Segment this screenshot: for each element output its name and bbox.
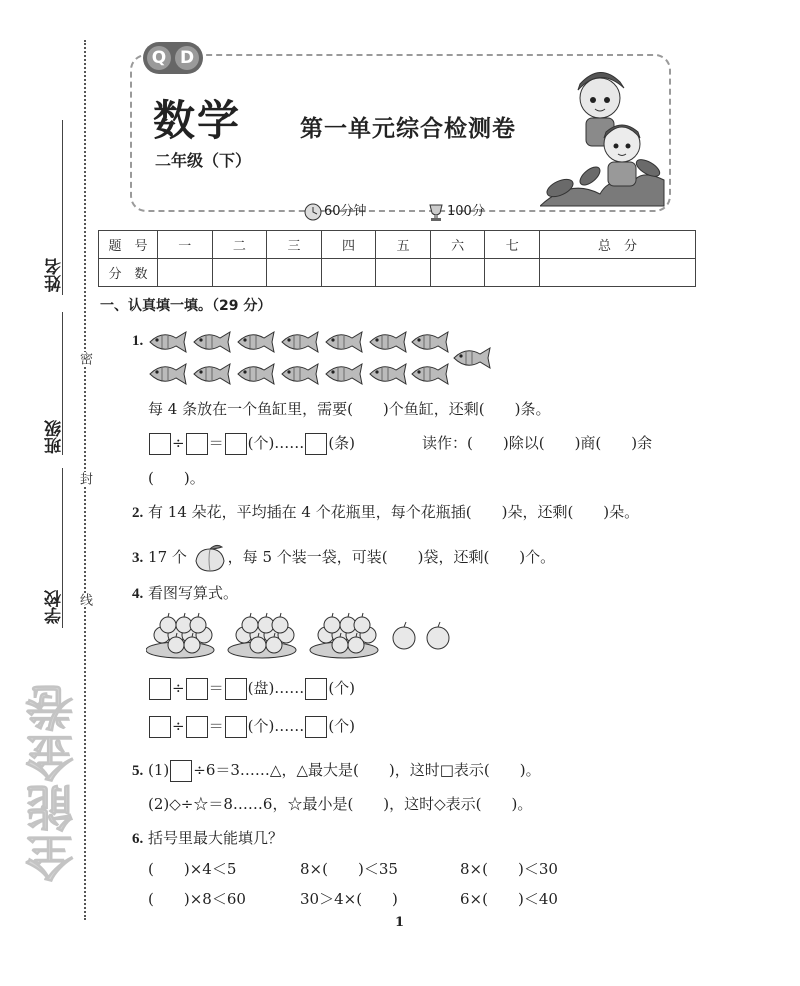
- score-table-score-label: 分 数: [99, 259, 158, 287]
- equals-sign: ＝: [208, 434, 224, 452]
- equals-sign: ＝: [208, 679, 224, 697]
- score-col-1: 一: [158, 231, 213, 259]
- q4-f1-end: (个): [328, 679, 356, 697]
- full-score: [425, 200, 485, 222]
- q3: [132, 543, 555, 573]
- answer-box[interactable]: [149, 678, 171, 700]
- score-table-score-row: [99, 259, 696, 287]
- score-col-4: 四: [321, 231, 376, 259]
- answer-box[interactable]: [186, 716, 208, 738]
- q1-number: 1.: [132, 333, 144, 349]
- q4-f2-mid: (个)……: [247, 717, 305, 735]
- score-value: 100分: [447, 204, 485, 219]
- school-write-line: [62, 468, 63, 628]
- divide-sign: ÷: [172, 679, 185, 697]
- score-cell[interactable]: [540, 259, 696, 287]
- answer-box[interactable]: [149, 716, 171, 738]
- peach-icon: [192, 543, 228, 573]
- score-cell[interactable]: [212, 259, 267, 287]
- kids-illustration: [540, 58, 665, 208]
- answer-box[interactable]: [305, 716, 327, 738]
- q6-r2-c3: 6×( )＜40: [460, 890, 558, 908]
- score-cell[interactable]: [158, 259, 213, 287]
- name-write-line: [62, 120, 63, 295]
- q6-r1-c1: ( )×4＜5: [148, 860, 237, 878]
- q3-text-a: 17 个: [148, 548, 187, 566]
- q2: [132, 502, 639, 523]
- q6-r1-c3: 8×( )＜30: [460, 860, 558, 878]
- q1-read-a: )除以(: [472, 434, 545, 452]
- formula-unit-ge: (个)……: [247, 434, 305, 452]
- q6-r2-c1: ( )×8＜60: [148, 890, 246, 908]
- page-number: 1: [395, 915, 405, 930]
- answer-box[interactable]: [225, 716, 247, 738]
- answer-box[interactable]: [305, 678, 327, 700]
- divide-sign: ÷: [172, 434, 185, 452]
- answer-box[interactable]: [186, 678, 208, 700]
- brand-watermark: 全能金卷: [26, 682, 82, 882]
- q4-number: 4.: [132, 586, 144, 602]
- score-cell[interactable]: [430, 259, 485, 287]
- answer-box[interactable]: [170, 760, 192, 782]
- score-col-total: 总 分: [540, 231, 696, 259]
- class-label: 班级: [45, 420, 65, 454]
- q6: [132, 828, 283, 849]
- q1-formula: [148, 433, 355, 455]
- q5-p1-text: ÷6＝3……△，△最大是( )，这时□表示( )。: [193, 761, 541, 779]
- qd-badge-q: Q: [147, 46, 171, 70]
- class-write-line: [62, 312, 63, 455]
- answer-box[interactable]: [225, 433, 247, 455]
- formula-unit-tiao: (条): [328, 434, 356, 452]
- score-cell[interactable]: [485, 259, 540, 287]
- fish-illustration: [148, 328, 493, 390]
- grade-label: 二年级（下）: [155, 151, 252, 170]
- q3-number: 3.: [132, 550, 144, 566]
- q6-number: 6.: [132, 831, 144, 847]
- qd-badge: [143, 42, 203, 74]
- q6-r1-c2: 8×( )＜35: [300, 860, 398, 878]
- name-label: 姓名: [45, 258, 65, 292]
- q4-f2-end: (个): [328, 717, 356, 735]
- score-table: [98, 230, 696, 287]
- q1-read-c: )余: [601, 434, 653, 452]
- clock-icon: [302, 202, 324, 222]
- cut-mark-mi: 密: [77, 352, 92, 365]
- q5-part2: (2)◇÷☆＝8……6，☆最小是( )，这时◇表示( )。: [148, 795, 533, 813]
- q4-formula-1: [148, 678, 355, 700]
- score-table-header-row: [99, 231, 696, 259]
- q1-reading: [422, 433, 652, 453]
- answer-box[interactable]: [149, 433, 171, 455]
- answer-box[interactable]: [225, 678, 247, 700]
- q1-text: 每 4 条放在一个鱼缸里，需要( )个鱼缸，还剩( )条。: [148, 400, 551, 418]
- q1-read-end: ( )。: [148, 469, 205, 487]
- score-col-3: 三: [267, 231, 322, 259]
- answer-box[interactable]: [186, 433, 208, 455]
- score-col-5: 五: [376, 231, 431, 259]
- q2-number: 2.: [132, 505, 144, 521]
- q5-p1-open: (1): [148, 761, 170, 779]
- q5-part1: [132, 760, 541, 782]
- section1-title: 一、认真填一填。（29 分）: [100, 298, 272, 314]
- subject-title: 数学: [153, 96, 242, 145]
- test-title: 第一单元综合检测卷: [300, 115, 516, 142]
- score-col-7: 七: [485, 231, 540, 259]
- q1-read-b: )商(: [544, 434, 602, 452]
- q6-text: 括号里最大能填几？: [148, 829, 284, 847]
- cut-mark-xian: 线: [77, 593, 92, 606]
- q3-text-b: ，每 5 个装一袋，可装( )袋，还剩( )个。: [227, 548, 556, 566]
- trophy-icon: [425, 202, 447, 222]
- score-cell[interactable]: [321, 259, 376, 287]
- q6-r2-c2: 30＞4×( ): [300, 890, 398, 908]
- score-col-6: 六: [430, 231, 485, 259]
- q4-f1-mid: (盘)……: [247, 679, 305, 697]
- equals-sign: ＝: [208, 717, 224, 735]
- divide-sign: ÷: [172, 717, 185, 735]
- q4-formula-2: [148, 716, 355, 738]
- answer-box[interactable]: [305, 433, 327, 455]
- q1-read-label: 读作：(: [422, 434, 473, 452]
- score-cell[interactable]: [376, 259, 431, 287]
- score-table-header-label: 题 号: [99, 231, 158, 259]
- q4-text: 看图写算式。: [148, 584, 239, 602]
- q5-number: 5.: [132, 763, 144, 779]
- q4: [132, 583, 238, 604]
- time-limit: [302, 200, 367, 222]
- cut-mark-feng: 封: [77, 472, 92, 485]
- qd-badge-d: D: [175, 46, 199, 70]
- q2-text: 有 14 朵花，平均插在 4 个花瓶里，每个花瓶插( )朵，还剩( )朵。: [148, 503, 640, 521]
- score-col-2: 二: [212, 231, 267, 259]
- time-value: 60分钟: [324, 204, 367, 219]
- apple-plates-illustration: [146, 612, 456, 660]
- score-cell[interactable]: [267, 259, 322, 287]
- school-label: 学校: [45, 590, 65, 624]
